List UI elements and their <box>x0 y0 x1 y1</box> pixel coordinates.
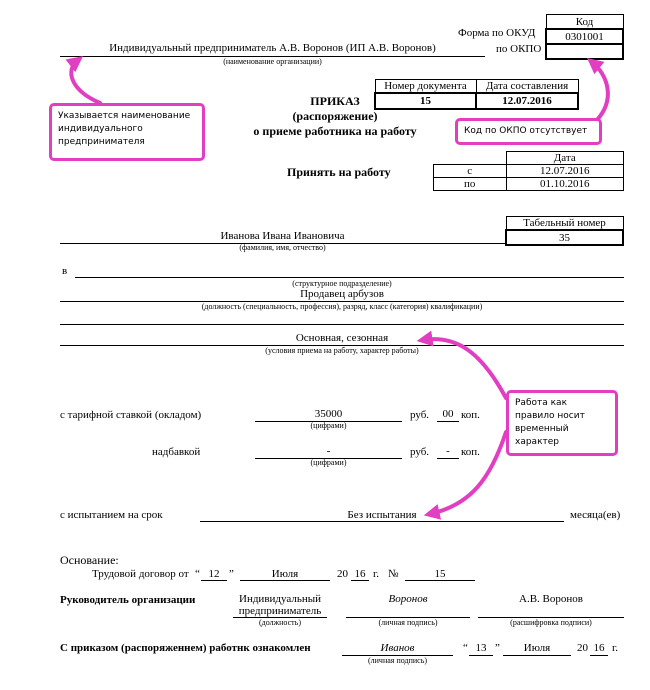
date-to-label: по <box>434 178 507 191</box>
acquainted-signature-caption: (личная подпись) <box>367 656 428 665</box>
acquainted-day: 13 <box>475 642 487 654</box>
bonus-kop: коп. <box>461 446 480 458</box>
basis-number-line <box>405 580 475 581</box>
acquainted-year-suffix: г. <box>612 642 619 654</box>
salary-kop: коп. <box>461 409 480 421</box>
bonus-caption: (цифрами) <box>310 458 347 467</box>
dept-line <box>75 277 624 278</box>
basis-year-suffix: г. <box>373 568 380 580</box>
probation-unit: месяца(ев) <box>570 509 621 521</box>
date-header: Дата <box>506 152 624 165</box>
acquainted-label: С приказом (распоряженнем) работнк ознакомлен <box>60 642 311 654</box>
salary-value: 35000 <box>314 408 343 420</box>
basis-year-line <box>351 580 369 581</box>
employee-caption: (фамилия, имя, отчество) <box>239 243 326 252</box>
basis-doc: Трудовой договор от <box>92 568 189 580</box>
position-line-2 <box>60 324 624 325</box>
acquainted-signature: Иванов <box>380 642 415 654</box>
code-header: Код <box>546 15 623 30</box>
conditions-caption: (условия приема на работу, характер работы) <box>265 346 419 355</box>
code-box <box>545 14 624 60</box>
basis-label: Основание: <box>60 553 119 567</box>
basis-year: 16 <box>354 568 366 580</box>
organization-name: Индивидуальный предприниматель А.В. Воронов (ИП А.В. Воронов) <box>109 42 436 54</box>
in-label: в <box>62 265 68 277</box>
bonus-kop-line <box>437 458 459 459</box>
head-name-caption: (расшифровка подписи) <box>510 618 592 627</box>
dept-caption: (структурное подразделение) <box>292 279 392 288</box>
basis-number: 15 <box>434 568 446 580</box>
arrow-org <box>71 60 100 103</box>
okud-label: Форма по ОКУД <box>458 27 536 39</box>
basis-month: Июля <box>271 568 299 580</box>
arrow-okpo <box>592 62 608 121</box>
bonus-value: - <box>326 445 331 457</box>
callout-work: Работа как правило носит временный характер <box>506 390 618 456</box>
acquainted-day-line <box>469 655 493 656</box>
employee-name: Иванова Ивана Ивановича <box>220 230 345 242</box>
doc-number-header: Номер документа <box>375 80 476 94</box>
okpo-code <box>546 44 623 59</box>
basis-year-prefix: 20 <box>337 568 348 580</box>
head-signature-caption: (личная подпись) <box>378 618 438 627</box>
date-table <box>433 151 624 191</box>
doc-date-header: Дата составления <box>476 80 578 94</box>
tab-table <box>505 216 624 246</box>
hire-label: Принять на работу <box>287 165 391 179</box>
salary-caption: (цифрами) <box>310 421 347 430</box>
probation-value: Без испытания <box>347 509 417 521</box>
title-line3: о приеме работника на работу <box>253 124 417 138</box>
basis-day: 12 <box>208 568 220 580</box>
organization-caption: (наименование организации) <box>223 57 322 66</box>
salary-kop-value: 00 <box>442 408 454 420</box>
salary-rub: руб. <box>410 409 430 421</box>
date-from: 12.07.2016 <box>506 165 624 178</box>
bonus-rub: руб. <box>410 446 430 458</box>
basis-quote-close: ” <box>229 568 234 580</box>
date-to: 01.10.2016 <box>506 178 624 191</box>
probation-label: с испытанием на срок <box>60 509 163 521</box>
position-value: Продавец арбузов <box>300 288 384 300</box>
okpo-label: по ОКПО <box>496 43 542 55</box>
date-from-label: с <box>434 165 507 178</box>
acquainted-year: 16 <box>593 642 605 654</box>
acquainted-year-line <box>590 655 608 656</box>
doc-number: 15 <box>375 93 476 109</box>
position-caption: (должность (специальность, профессия), разряд, класс (категория) квалификации) <box>201 302 483 311</box>
tab-number: 35 <box>506 230 623 245</box>
acquainted-quote-open: “ <box>463 642 468 654</box>
acquainted-month: Июля <box>523 642 551 654</box>
title-line2: (распоряжение) <box>292 109 378 123</box>
salary-kop-line <box>437 421 459 422</box>
head-name: А.В. Воронов <box>519 593 583 605</box>
doc-date: 12.07.2016 <box>476 93 578 109</box>
bonus-kop-value: - <box>446 445 450 457</box>
callout-okpo: Код по ОКПО отсутствует <box>455 118 602 145</box>
basis-number-sign: № <box>388 568 399 580</box>
okud-code: 0301001 <box>546 29 623 44</box>
callout-organization: Указывается наименование индивидуального предпринимателя <box>49 103 205 161</box>
basis-day-line <box>201 580 227 581</box>
bonus-label: надбавкой <box>152 446 201 458</box>
conditions-value: Основная, сезонная <box>295 332 389 344</box>
acquainted-year-prefix: 20 <box>577 642 588 654</box>
head-signature: Воронов <box>388 593 428 605</box>
basis-quote-open: “ <box>195 568 200 580</box>
tab-header: Табельный номер <box>506 217 623 231</box>
acquainted-quote-close: ” <box>495 642 500 654</box>
head-position-1: Индивидуальный <box>239 593 321 605</box>
salary-label: с тарифной ставкой (окладом) <box>60 409 202 421</box>
acquainted-month-line <box>503 655 571 656</box>
head-position-caption: (должность) <box>259 618 301 627</box>
title-line1: ПРИКАЗ <box>310 94 360 108</box>
head-label: Руководитель организации <box>60 594 196 606</box>
head-position-2: предприниматель <box>238 605 322 617</box>
basis-month-line <box>240 580 330 581</box>
probation-line <box>200 521 564 522</box>
